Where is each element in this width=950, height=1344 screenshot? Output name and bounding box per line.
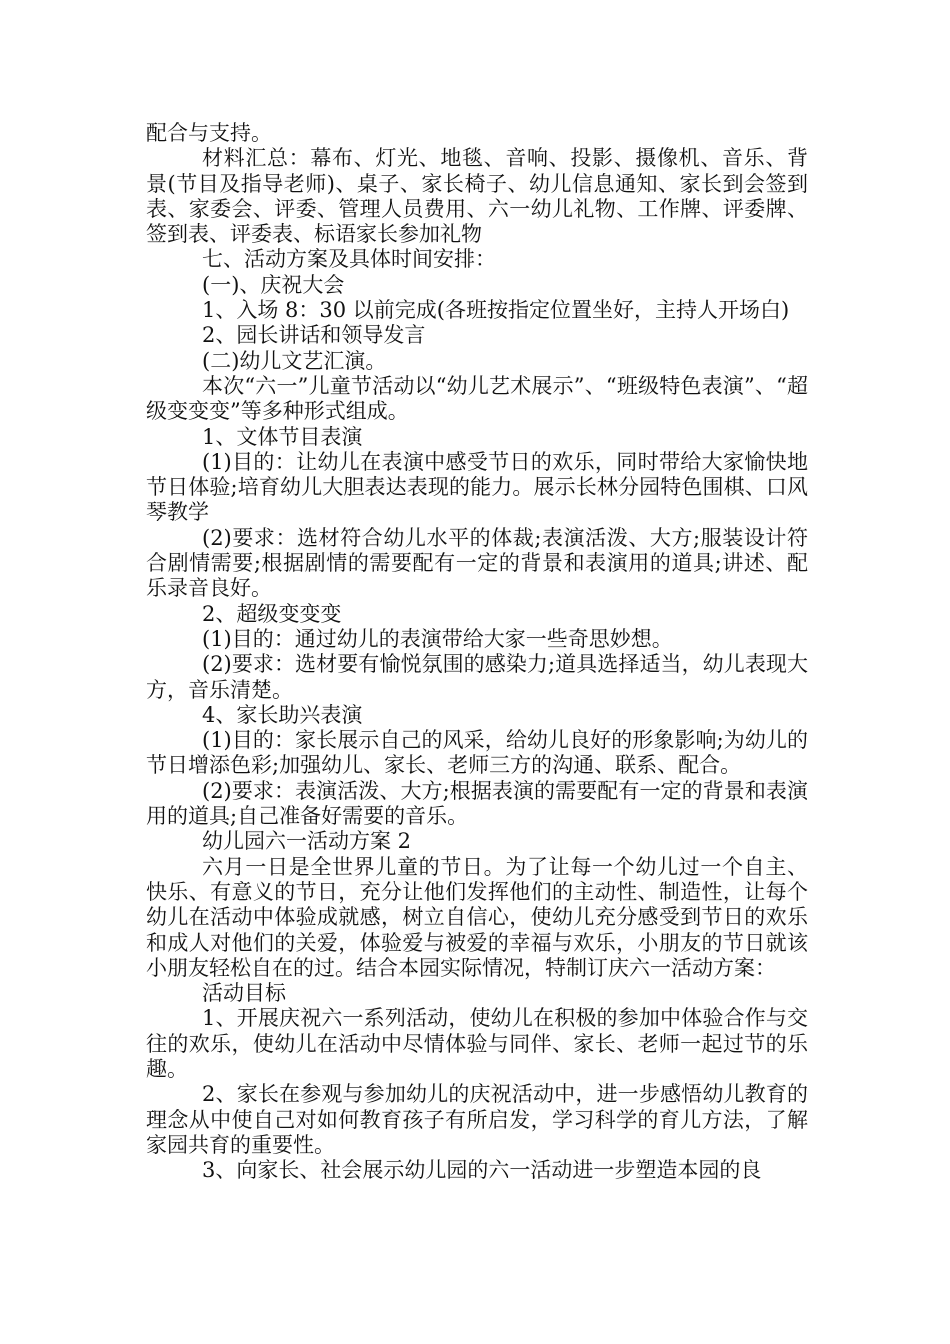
- subsection-heading: (一)、庆祝大会: [202, 272, 345, 297]
- list-item: 1、开展庆祝六一系列活动，使幼儿在积极的参加中体验合作与交往的欢乐，使幼儿在活动中尽情体验与同伴、家长、老师一起过节的乐趣。: [146, 1006, 808, 1081]
- list-item: (1)目的：让幼儿在表演中感受节日的欢乐，同时带给大家愉快地节日体验;培育幼儿大胆表达表现的能力。展示长林分园特色围棋、口风琴教学: [146, 449, 808, 525]
- list-item: 3、向家长、社会展示幼儿园的六一活动进一步塑造本园的良: [202, 1158, 762, 1183]
- subsection-heading: (二)幼儿文艺汇演。: [202, 348, 387, 373]
- document-title: 幼儿园六一活动方案 2: [202, 829, 412, 854]
- list-item: 2、超级变变变: [202, 601, 342, 626]
- document-body: [146, 121, 808, 1183]
- list-item: 4、家长助兴表演: [202, 702, 363, 727]
- paragraph: 本次“六一”儿童节活动以“幼儿艺术展示”、“班级特色表演”、“超级变变变”等多种形式组成。: [146, 373, 808, 424]
- paragraph: 配合与支持。: [146, 121, 272, 145]
- list-item: (1)目的：通过幼儿的表演带给大家一些奇思妙想。: [202, 626, 673, 651]
- section-heading: 七、活动方案及具体时间安排：: [202, 247, 496, 272]
- paragraph: 六月一日是全世界儿童的节日。为了让每一个幼儿过一个自主、快乐、有意义的节日，充分让他们发挥他们的主动性、制造性，让每个幼儿在活动中体验成就感，树立自信心，使幼儿充分感受到节日的欢乐和成人对他们的关爱，体验爱与被爱的幸福与欢乐，小朋友的节日就该小朋友轻松自在的过。结合本园实际情况，特制订庆六一活动方案：: [146, 854, 808, 980]
- list-item: (1)目的：家长展示自己的风采，给幼儿良好的形象影响;为幼儿的节日增添色彩;加强幼儿、家长、老师三方的沟通、联系、配合。: [146, 728, 808, 778]
- list-item: 2、园长讲话和领导发言: [202, 323, 426, 348]
- list-item: 1、入场 8：30 以前完成(各班按指定位置坐好，主持人开场白): [202, 298, 790, 323]
- list-item: (2)要求：表演活泼、大方;根据表演的需要配有一定的背景和表演用的道具;自己准备好需要的音乐。: [146, 778, 808, 829]
- paragraph: 材料汇总：幕布、灯光、地毯、音响、投影、摄像机、音乐、背景(节目及指导老师)、桌子、家长椅子、幼儿信息通知、家长到会签到表、家委会、评委、管理人员费用、六一幼儿礼物、工作牌、评委牌、签到表、评委表、标语家长参加礼物: [146, 146, 808, 247]
- subsection-heading: 活动目标: [202, 981, 286, 1006]
- list-item: (2)要求：选材要有愉悦氛围的感染力;道具选择适当，幼儿表现大方，音乐清楚。: [146, 652, 808, 702]
- list-item: (2)要求：选材符合幼儿水平的体裁;表演活泼、大方;服装设计符合剧情需要;根据剧情的需要配有一定的背景和表演用的道具;讲述、配乐录音良好。: [146, 525, 808, 601]
- list-item: 1、文体节目表演: [202, 424, 363, 449]
- list-item: 2、家长在参观与参加幼儿的庆祝活动中，进一步感悟幼儿教育的理念从中使自己对如何教育孩子有所启发，学习科学的育儿方法，了解家园共育的重要性。: [146, 1082, 808, 1157]
